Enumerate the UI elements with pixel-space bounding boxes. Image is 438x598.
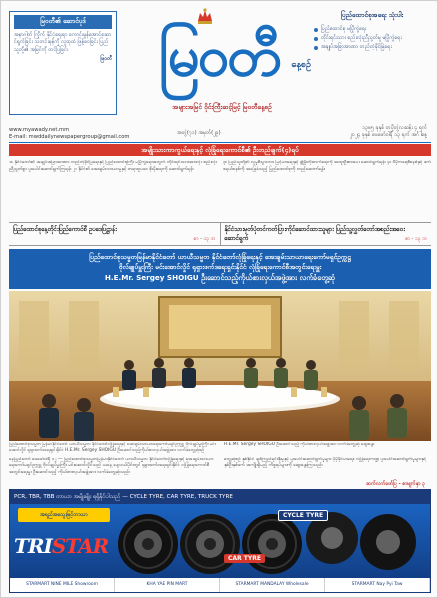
objective-item: ပြည်ထောင်စု မပြိုကွဲရေး — [313, 25, 431, 34]
newspaper-logo — [133, 7, 311, 111]
ad-brand-block — [14, 508, 110, 574]
main-headline — [9, 249, 431, 289]
teaser-page-ref: စာ - ၁၃ ဘ — [193, 236, 216, 242]
lead-photo — [9, 291, 431, 441]
motto-tag: မြဝတီ — [100, 56, 112, 63]
showroom-item: STARMART Nay Pyi Taw — [325, 578, 430, 592]
issue-number: အတွဲ(၇၁) အမှတ်(၂၉) — [177, 130, 221, 136]
teaser-item[interactable] — [220, 223, 432, 245]
lead-story — [9, 457, 431, 479]
contact-info — [9, 127, 130, 141]
headline-line: ပြည်ထောင်စုသမ္မတမြန်မာနိုင်ငံတော် ယာယီသမ္မတ နိုင်ငံတော်လုံခြုံရေးနှင့် အေးချမ်းသာယာရေးကော်မရှင်ဥက္ကဋ္ဌ — [89, 253, 351, 261]
editorial-title: အမျိုးသားကာကွယ်ရေးနှင့် လုံခြုံရေးကောင်စီ၏ ဦးတည်ချက်(၄)ရပ် — [9, 144, 431, 156]
ad-brand-logo — [14, 534, 114, 558]
story-column: တွေ့ဆုံစဉ် နှစ်နိုင်ငံ ချစ်ကြည်ရင်းနှီးမှုနှင့် ပူးပေါင်းဆောင်ရွက်မှုများ ပိုမိုခိုင်မာရေး၊ လုံခြုံရေးကဏ္ဍ ပူးပေါင်းဆောင်ရွက်မှုများနှင့် နှစ်ဦးနှစ်ဖက် အကျိုးရှိမည့် ကိစ္စရပ်များကို ဆွေးနွေးကြသည်။ — [224, 457, 427, 469]
brand-main: TRI — [14, 534, 52, 558]
teaser-item[interactable] — [9, 223, 220, 245]
teaser-title: ပြည်ထောင်စုနေ့တိုင်းပြည်ကောင်စီ ဥပဒေပြဋ္ဌာန်း — [13, 226, 117, 233]
tyres-illustration — [118, 504, 428, 578]
motto-body: အနာဂါတ် ကြိုက် နိုင်ငံ့ရေးရာ ကောင်းမွန်အောင်ဆောင်ရွက်ခြင်း သတင်းမှန်ကို လူထုထံ ဖြန့်ဝေခြင်း ပြည်သူတို့၏ အမြင်ကို တင်ပြခြင်း — [14, 32, 112, 53]
objectives-title: ပြည်ထောင်စုအရေး သုံးပါး — [340, 11, 404, 19]
tagline: အများအမြင် ဝိုင်းကြီးဆင့်မြင့် မြဝတီနေ့စဉ် — [172, 103, 272, 111]
editorial-body — [9, 158, 431, 220]
divider — [9, 142, 431, 143]
editorial-column: ၁။ နိုင်ငံတော်၏ အချုပ်အခြာအာဏာ တည်တံ့ခိုင်မြဲရေးနှင့် ပြည်ထောင်စုကြီး မပြိုကွဲရေးအတွက် တိုင်းရင်းသားအားလုံး စည်းလုံးညီညွတ်စွာ ပူးပေါင်းဆောင်ရွက်ကြရန်။ ၂။ နိုင်ငံ၏ အေးချမ်းသာယာမှုနှင့် တရားဥပဒေ စိုးမိုးရေးကို ဆောင်ရွက်ရန်။ — [9, 160, 217, 172]
meeting-room-illustration — [9, 291, 431, 441]
teaser-title: နိုင်ငံသားမှတ်ပုံတင်ကတ်ပြားကိုင်ဆောင်ထားသူများ ပြည်သူ့လွှတ်တော်အစည်းအဝေး ဆောင်ရွက် — [224, 226, 405, 242]
tristar-tyre-advert — [9, 489, 431, 593]
showroom-item: STARMART MANDALAY Wholesale — [220, 578, 325, 592]
date-line-gregorian: ၂၀၂၄ ခုနှစ် ဖေဖော်ဝါရီ ၁၃ ရက် အင်္ဂါနေ့ — [349, 132, 427, 138]
photo-caption: ပြည်ထောင်စုသမ္မတ မြန်မာနိုင်ငံတော် ယာယီသမ္မတ နိုင်ငံတော်လုံခြုံရေးနှင့် အေးချမ်းသာယာရေးကော်မရှင်ဥက္ကဋ္ဌ ဗိုလ်ချုပ်မှူးကြီး မင်းအောင်လှိုင် ရုရှားဖက်ဒရေးရှင်းနိုင်ငံ H.E.Mr. Sergey SHOIGU ဦးဆောင်သည့်ကိုယ်စားလှယ်အဖွဲ့အား လက်ခံတွေ့ဆုံစဉ် — [9, 442, 216, 453]
story-column: နေပြည်တော် ဖေဖော်ဝါရီ ၁၂ — ပြည်ထောင်စုသမ္မတမြန်မာနိုင်ငံတော် ယာယီသမ္မတ နိုင်ငံတော်လုံခြုံရေးနှင့် အေးချမ်းသာယာရေးကော်မရှင်ဥက္ကဋ္ဌ ဗိုလ်ချုပ်မှူးကြီး မင်းအောင်လှိုင်သည် ယနေ့ နေ့လယ်ပိုင်းတွင် ရုရှားဖက်ဒရေးရှင်းနိုင်ငံ လုံခြုံရေးကောင်စီ အတွင်းရေးမှူး ဦးဆောင်သည့် ကိုယ်စားလှယ်အဖွဲ့အား လက်ခံတွေ့ဆုံသည်။ — [9, 457, 214, 475]
editorial-column: ၃။ ပြည်သူတို့၏ လူမှုစီးပွားဘဝ မြင့်မားရေးနှင့် ဖွံ့ဖြိုးတိုးတက်ရေးကို အထူးဦးစားပေး ဆောင်ရွက်ရန်။ ၄။ ဒီမိုကရေစီစနစ်နှင့် ဖက်ဒရယ်စနစ်ကို အခြေခံသည့် ပြည်ထောင်စုကို တည်ဆောက်ရန်။ — [223, 160, 431, 172]
objectives-box — [313, 11, 431, 52]
photo-caption: H.E.Mr. Sergey SHOIGU ဦးဆောင်သည့် ကိုယ်စားလှယ်အဖွဲ့အား လက်ခံတွေ့ဆုံ ဆွေးနွေး — [224, 442, 375, 447]
website-link[interactable]: www.myawady.net.mm — [9, 127, 70, 133]
motto-box — [9, 11, 117, 115]
brand-accent: STAR — [51, 534, 109, 558]
teaser-strip — [9, 222, 431, 246]
continued-link[interactable]: ဆက်လက်ဖော်ပြ - စာမျက်နှာ ၃ — [366, 481, 425, 487]
teaser-page-ref: စာ - ၁၃ ဘ — [405, 236, 427, 242]
logo-subtitle: နေ့စဉ် — [291, 60, 311, 70]
ad-top-strip: PCR, TBR, TBB တာယာ အမျိုးမျိုး ရရှိနိုင်ပါသည် — CYCLE TYRE, CAR TYRE, TRUCK TYRE — [10, 490, 430, 504]
cycle-tyre-label: CYCLE TYRE — [278, 510, 328, 521]
showroom-item: KHA YAE PIN MART — [115, 578, 220, 592]
headline-line: H.E.Mr. Sergey SHOIGU ဦးဆောင်သည့်ကိုယ်စားလှယ်အဖွဲ့အား လက်ခံတွေ့ဆုံ — [104, 273, 336, 282]
motto-title: မြဝတီ၏ ဆောင်ပုဒ် — [14, 15, 112, 29]
headline-line: ဗိုလ်ချုပ်မှူးကြီး မင်းအောင်လှိုင် ရုရှားဖက်ဒရေးရှင်းနိုင်ငံ လုံခြုံရေးကောင်စီအတွင်းရေးမှူး — [118, 263, 322, 271]
ad-showroom-list — [10, 578, 430, 592]
objective-item: တိုင်းရင်းသား စည်းလုံးညီညွတ်မှု မပြိုကွဲရေး — [313, 34, 431, 43]
logo-title: မြဝတီ — [158, 23, 280, 89]
date-line-myanmar: ၁၃၈၅ ခုနှစ် တပို့တွဲလဆန်း ၄ ရက် — [362, 125, 427, 131]
date-block — [349, 125, 427, 139]
showroom-item: STARMART NINE MILE Showroom — [10, 578, 115, 592]
car-tyre-label: CAR TYRE — [224, 554, 265, 563]
ad-body — [10, 504, 430, 578]
objective-item: အချုပ်အခြာအာဏာ တည်တံ့ခိုင်မြဲရေး — [313, 43, 431, 52]
masthead — [9, 7, 431, 125]
ad-banner: အရည်အသွေးမြင့်တာယာ — [18, 508, 110, 522]
email-link[interactable]: E-mail: mwddailynewspapergroup@gmail.com — [9, 134, 130, 140]
photo-captions — [9, 442, 431, 456]
